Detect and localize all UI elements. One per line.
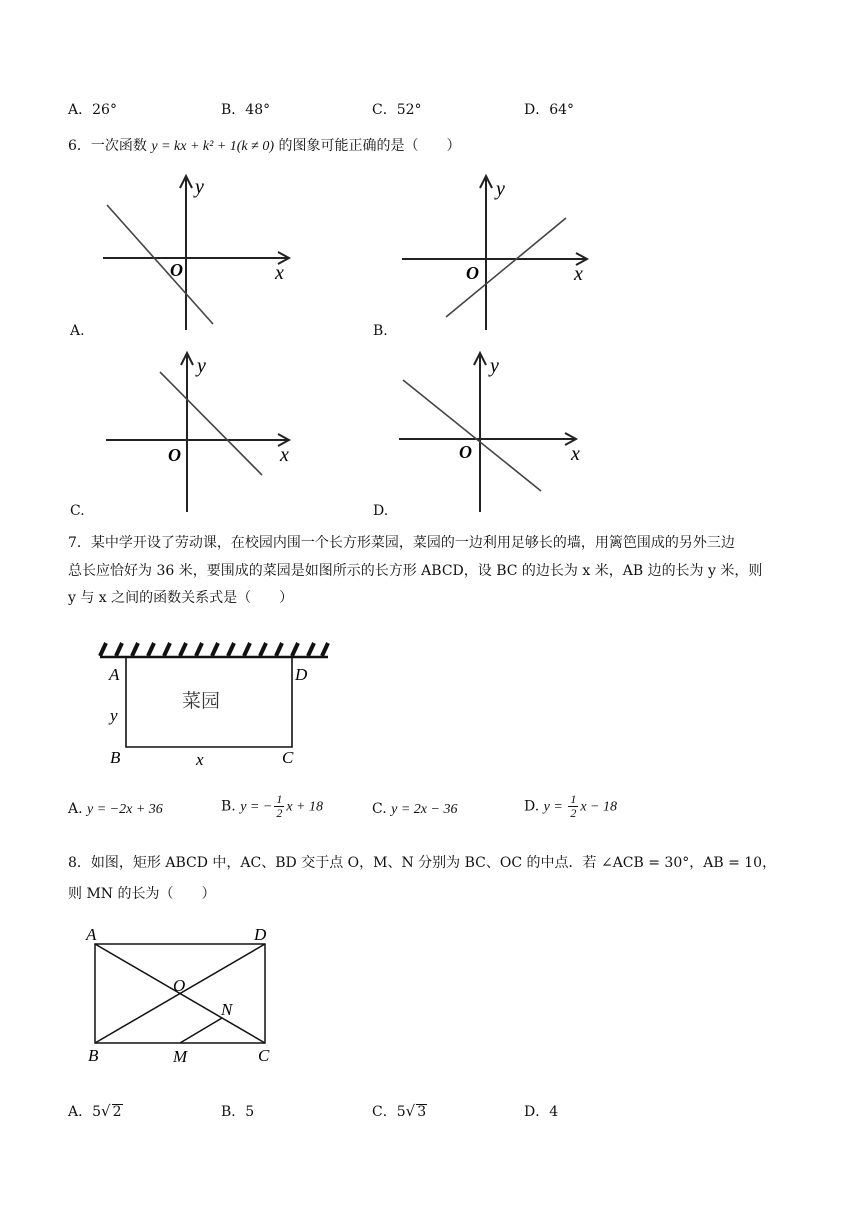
y-axis-label: y — [197, 355, 206, 377]
segment-mn — [180, 1018, 222, 1043]
radical-sign: √ — [405, 1102, 416, 1120]
q7-option-b[interactable]: B. y = − $\frac{1}{2}$ x + 18 — [221, 792, 323, 820]
label-a: A — [109, 665, 120, 684]
label-b: B — [88, 1046, 99, 1065]
q8-stem-line2: 则 MN 的长为（ ） — [68, 886, 216, 902]
q7-option-d[interactable]: D. y = $\frac{1}{2}$ x − 18 — [524, 792, 617, 820]
q6-graph-b — [398, 172, 598, 337]
wall-hatching — [100, 643, 328, 656]
label-c: C — [258, 1046, 270, 1065]
q6-graph-d — [395, 350, 595, 515]
x-axis-label: x — [275, 262, 284, 284]
y-axis-label: y — [496, 178, 505, 200]
label-y: y — [110, 706, 118, 725]
label-n: N — [221, 1000, 233, 1019]
q6-graph-a — [95, 172, 295, 337]
q6-option-d-label[interactable]: D. — [373, 503, 389, 519]
y-axis-label: y — [490, 355, 499, 377]
q6-line-d — [403, 380, 541, 491]
q7-stem-line3: y 与 x 之间的函数关系式是（ ） — [68, 590, 294, 606]
q5-option-d[interactable]: D．64° — [524, 102, 575, 118]
q7-stem-line1: 7．某中学开设了劳动课，在校园内围一个长方形菜园，菜园的一边利用足够长的墙，用篱笆围成的另外三边 — [68, 535, 735, 551]
fraction: $\frac{1}{2}$ — [276, 792, 283, 820]
q6-option-c-label[interactable]: C. — [70, 503, 85, 519]
x-axis-label: x — [280, 444, 289, 466]
q6-stem: 6．一次函数 y = kx + k² + 1(k ≠ 0) 的图象可能正确的是（ ） — [68, 138, 461, 154]
q6-graph-c — [100, 350, 300, 515]
q8-stem-line1: 8．如图，矩形 ABCD 中，AC、BD 交于点 O，M、N 分别为 BC、OC 的中点．若 ∠ACB = 30°，AB = 10， — [68, 855, 777, 871]
q8-rectangle-figure — [82, 922, 292, 1067]
origin-label: O — [466, 263, 479, 283]
q6-line-b — [446, 218, 566, 317]
origin-label: O — [168, 445, 181, 465]
label-o: O — [173, 976, 186, 995]
radical-sign: √ — [101, 1102, 111, 1120]
q7-option-c[interactable]: C. y = 2x − 36 — [372, 801, 458, 817]
q8-option-c[interactable]: C．5√ 3 — [372, 1102, 427, 1120]
x-axis-label: x — [571, 443, 580, 465]
garden-label: 菜园 — [182, 691, 221, 712]
label-x: x — [196, 750, 204, 769]
label-d: D — [295, 665, 308, 684]
q6-formula: y = kx + k² + 1(k ≠ 0) — [151, 139, 274, 154]
q8-option-b[interactable]: B．5 — [221, 1104, 255, 1120]
y-axis-label: y — [195, 176, 204, 198]
label-b: B — [110, 748, 121, 767]
origin-label: O — [459, 442, 472, 462]
origin-label: O — [170, 260, 183, 280]
q7-option-a[interactable]: A. y = −2x + 36 — [68, 801, 163, 817]
label-a: A — [86, 925, 97, 944]
x-axis-label: x — [574, 263, 583, 285]
label-m: M — [173, 1047, 188, 1066]
q5-option-c[interactable]: C．52° — [372, 102, 422, 118]
q8-option-d[interactable]: D．4 — [524, 1104, 559, 1120]
q5-option-b[interactable]: B．48° — [221, 102, 271, 118]
fraction: $\frac{1}{2}$ — [570, 792, 577, 820]
q7-stem-line2: 总长应恰好为 36 米，要围成的菜园是如图所示的长方形 ABCD，设 BC 的边长为 x 米，AB 边的长为 y 米，则 — [68, 563, 763, 579]
q7-garden-figure — [96, 640, 336, 775]
q6-line-a — [107, 205, 213, 324]
q5-option-a[interactable]: A．26° — [68, 102, 117, 118]
q6-option-a-label[interactable]: A. — [70, 323, 85, 339]
label-d: D — [254, 925, 267, 944]
q6-option-b-label[interactable]: B. — [373, 323, 388, 339]
label-c: C — [282, 748, 294, 767]
q8-option-a[interactable]: A．5√ 2 — [68, 1102, 122, 1120]
